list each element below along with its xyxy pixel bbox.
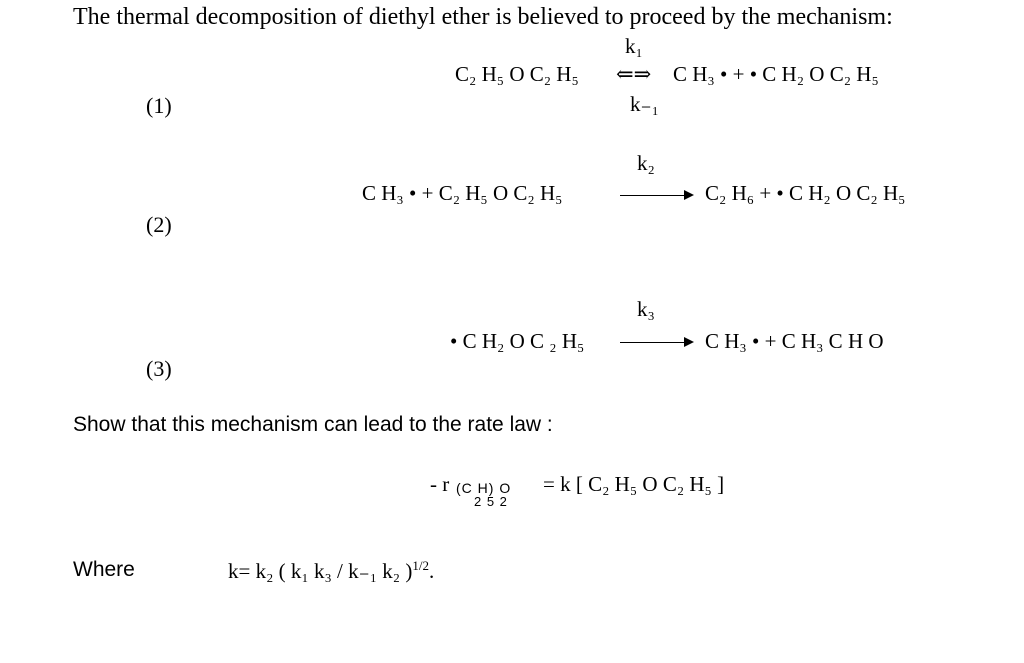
step2-products: C₂ H₆ + • C H₂ O C₂ H₅: [705, 181, 906, 205]
step3-number: (3): [146, 356, 172, 381]
step3-arrow-head: [684, 337, 694, 347]
step1-k-reverse: k₋₁: [630, 92, 659, 116]
step2-arrow-head: [684, 190, 694, 200]
step3-reactants: • C H₂ O C ₂ H₅: [450, 329, 585, 353]
step2-arrow-shaft: [620, 195, 686, 196]
rate-law-lhs-subscript: (C H) O: [456, 480, 512, 496]
rate-constant-expression: k= k₂ ( k₁ k₃ / k₋₁ k₂ ): [228, 559, 413, 583]
step3-arrow-shaft: [620, 342, 686, 343]
prompt-text: Show that this mechanism can lead to the rate law :: [73, 413, 553, 436]
step3-products: C H₃ • + C H₃ C H O: [705, 329, 884, 353]
where-label: Where: [73, 558, 135, 581]
rate-constant-exponent: 1/2: [412, 558, 429, 573]
trailing-period: .: [428, 559, 435, 583]
where-expression: [228, 558, 434, 584]
step1-reactants: C₂ H₅ O C₂ H₅: [455, 62, 579, 86]
rate-law-rhs: = k [ C₂ H₅ O C₂ H₅ ]: [543, 472, 725, 496]
step2-number: (2): [146, 212, 172, 237]
step2-k: k₂: [637, 151, 655, 175]
step1-products: C H₃ • + • C H₂ O C₂ H₅: [673, 62, 879, 86]
step1-number: (1): [146, 93, 172, 118]
step2-reactants: C H₃ • + C₂ H₅ O C₂ H₅: [362, 181, 563, 205]
step1-k-forward: k₁: [625, 34, 643, 58]
step1-equilibrium-arrow: ⇐⇒: [616, 62, 652, 86]
rate-law-lhs-subscript-indices: 2 5 2: [474, 494, 508, 509]
heading: The thermal decomposition of diethyl ether is believed to proceed by the mechanism:: [73, 4, 893, 30]
rate-law-lhs-prefix: - r: [430, 472, 450, 496]
step3-k: k₃: [637, 297, 655, 321]
